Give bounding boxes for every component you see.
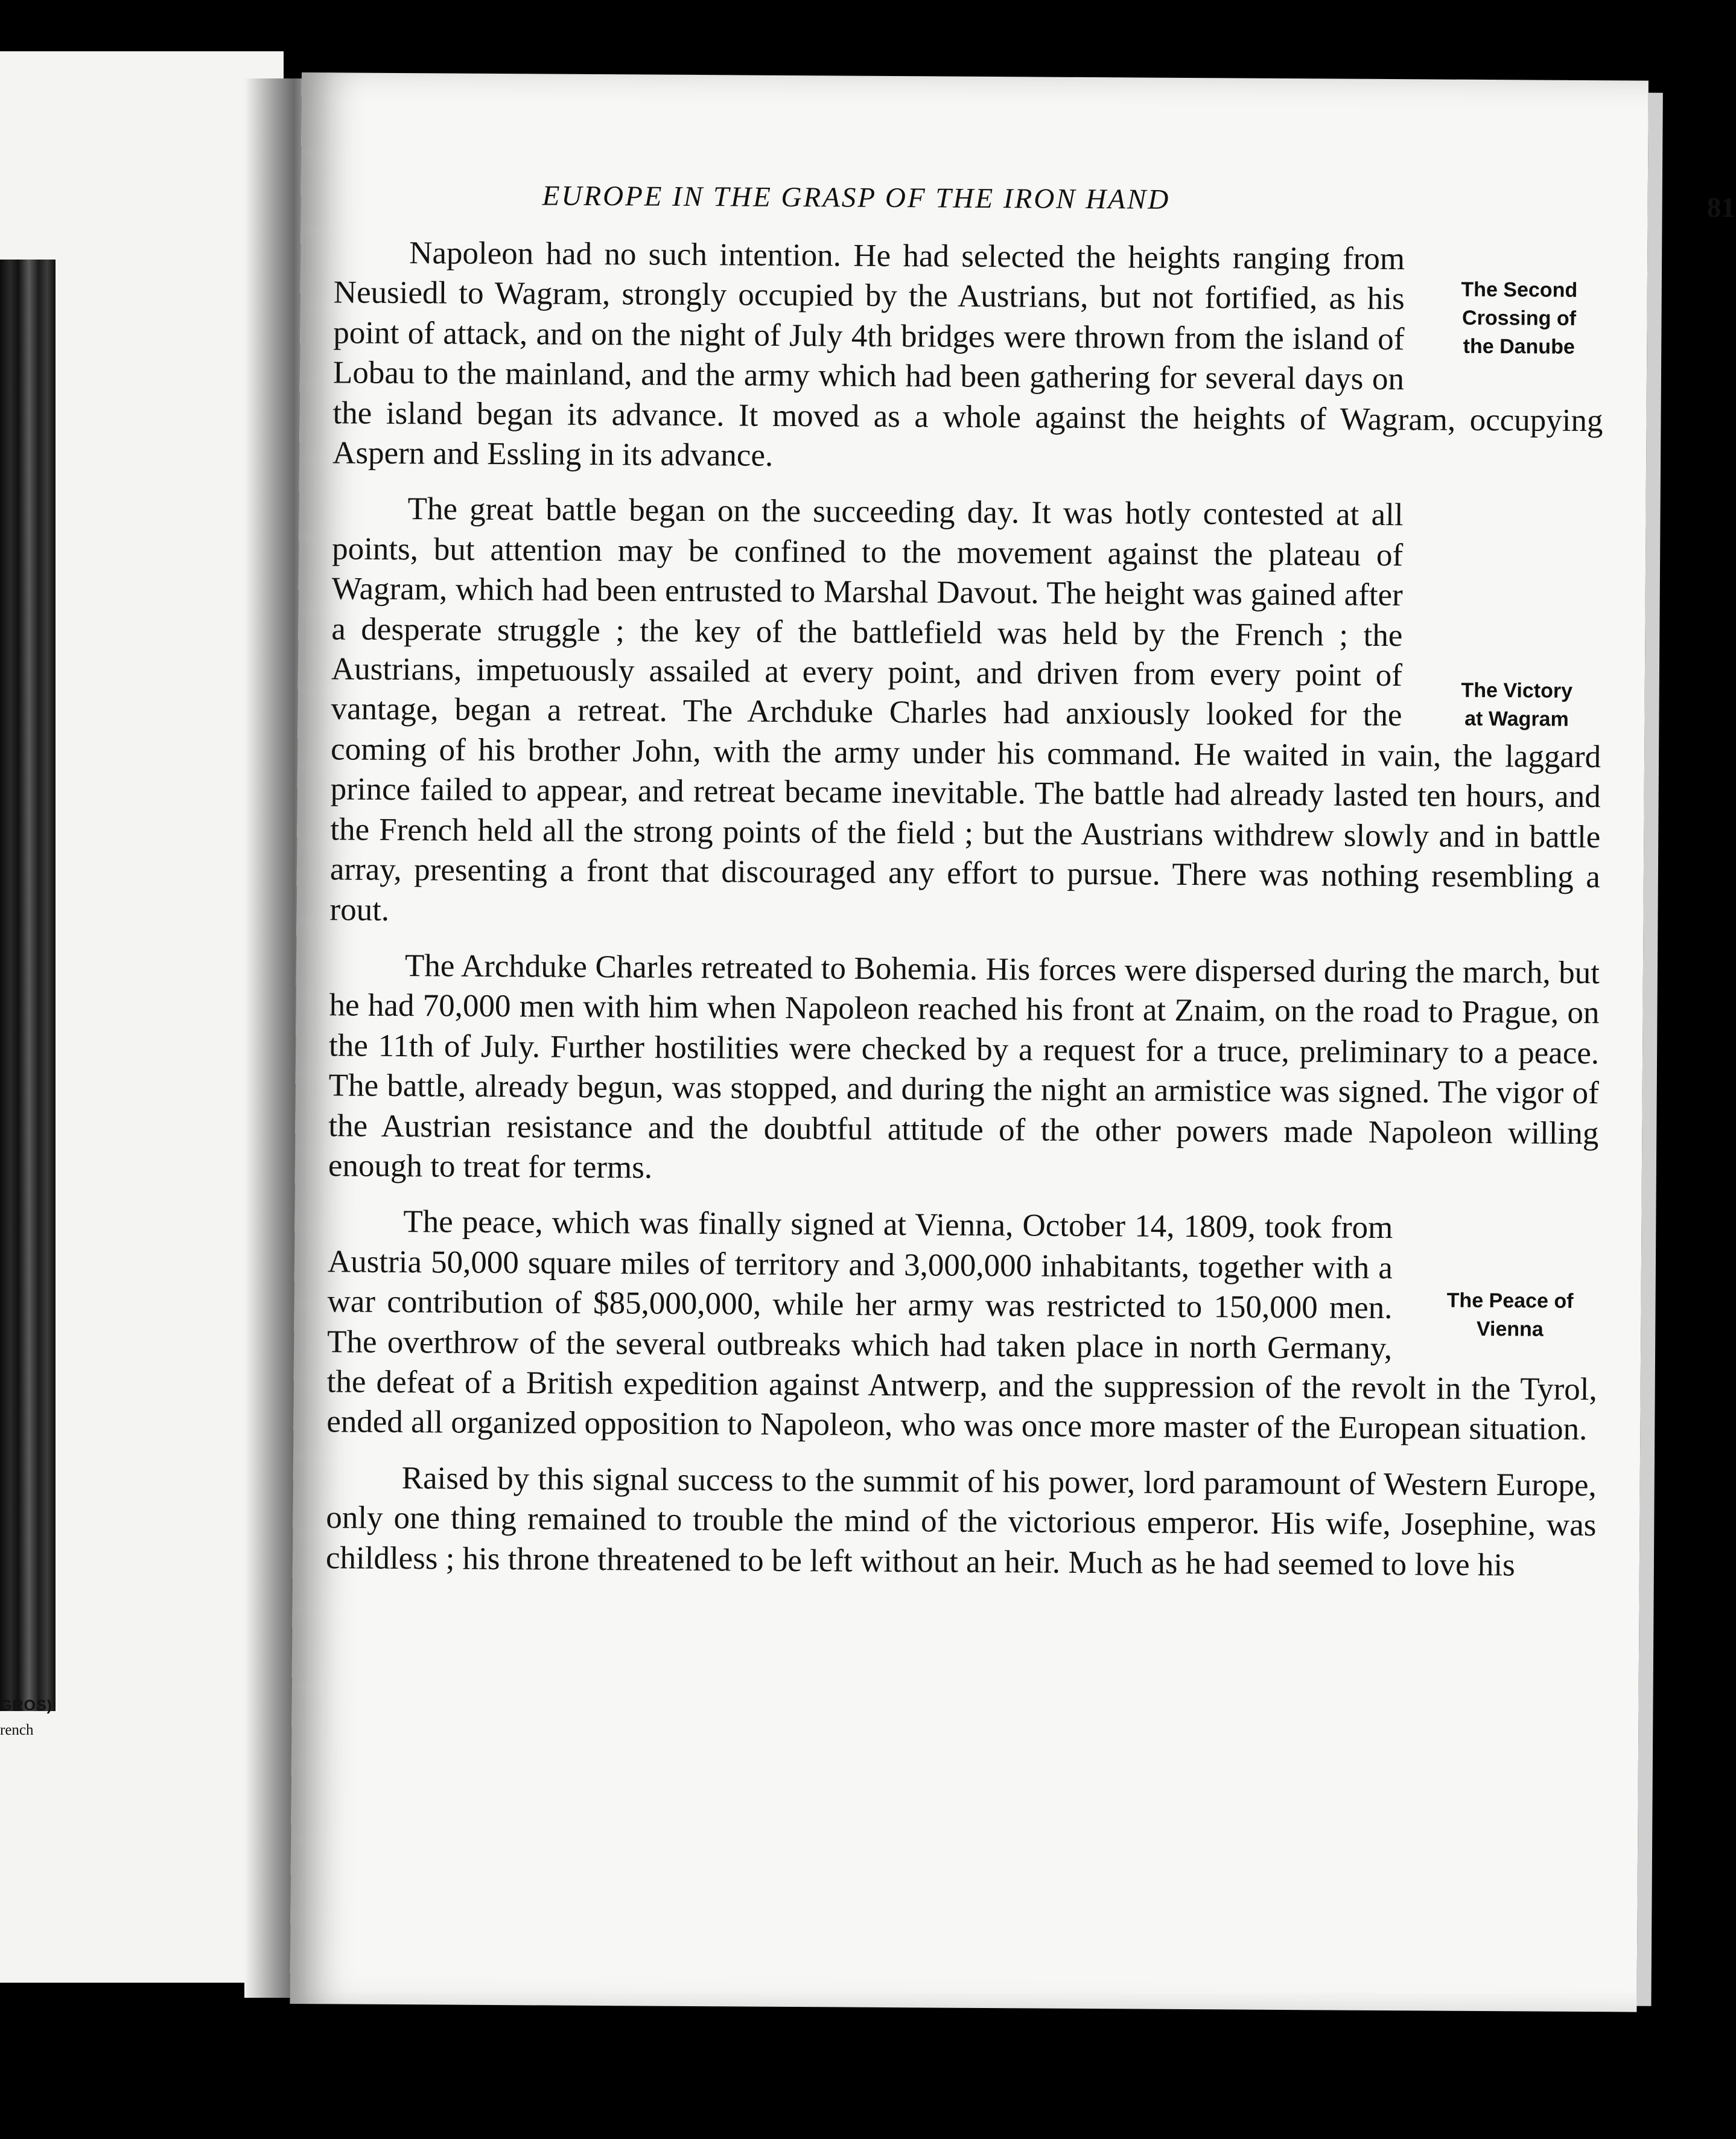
running-title: EUROPE IN THE GRASP OF THE IRON HAND <box>542 180 1171 215</box>
paragraph: The Peace of Vienna The peace, which was finally signed at Vienna, October 14, 1809, took from Austria 50,000 square miles of territory and 3,000,000 inhabitants, together with a war contribution of $85,000,000, while her army was restricted to 150,000 men. The overthrow of the several outbreaks which had taken place in north Germany, the defeat of a British expedition against Antwerp, and the suppression of the revolt in the Tyrol, ended all organized opposition to Napoleon, who was once more master of the European situation. <box>326 1204 1597 1447</box>
page-edge <box>1636 93 1662 2006</box>
left-facing-page <box>0 51 284 1983</box>
sidenote-peace: The Peace of Vienna <box>1446 1289 1574 1341</box>
right-page <box>290 72 1735 2012</box>
paragraph: The Victory at Wagram The great battle began on the succeeding day. It was hotly contested at all points, but attention may be confined to the movement against the plateau of Wagram, which had been entrusted to Marshal Davout. The height was gained after a desperate struggle ; the key of the battlefield was held by the French ; the Austrians, impetuously assailed at every point, and driven from every point of vantage, began a retreat. The Archduke Charles had anxiously looked for the coming of his brother John, with the army under his command. He waited in vain, the laggard prince failed to appear, and retreat became inevitable. The battle had already lasted ten hours, and the French held all the strong points of the field ; but the Austrians withdrew slowly and in battle array, presenting a front that discouraged any effort to pursue. There was nothing resembling a rout. <box>329 491 1601 928</box>
body-text <box>326 232 1604 1586</box>
paragraph: The Archduke Charles retreated to Bohemia. His forces were dispersed during the march, but he had 70,000 men with him when Napoleon reached his front at Znaim, on the road to Prague, on the 11th of July. Further hostilities were checked by a request for a truce, preliminary to a peace. The battle, already begun, was stopped, and during the night an armistice was signed. The vigor of the Austrian resistance and the doubtful attitude of the other powers made Napoleon willing enough to treat for terms. <box>328 948 1600 1185</box>
plate-caption-line-1: GROS) <box>0 1697 52 1714</box>
sidenote-victory: The Victory at Wagram <box>1461 679 1573 732</box>
paragraph: The Second Crossing of the Danube Napoleon had no such intention. He had selected the heights ranging from Neusiedl to Wagram, strongly occupied by the Austrians, but not fortified, as his point of attack, and on the night of July 4th bridges were thrown from the island of Lobau to the mainland, and the army which had been gathering for several days on the island began its advance. It moved as a whole against the heights of Wagram, occupying Aspern and Essling in its advance. <box>332 235 1603 473</box>
paragraph: Raised by this signal success to the summit of his power, lord paramount of Western Europe, only one thing remained to trouble the mind of the victorious emperor. His wife, Josephine, was childless ; his throne threatened to be left without an heir. Much as he had seemed to love his <box>325 1460 1597 1583</box>
sidenote-second-crossing: The Second Crossing of the Danube <box>1461 278 1578 359</box>
illustration-plate <box>0 260 56 1711</box>
plate-caption-line-2: rench <box>0 1722 34 1738</box>
running-head <box>542 179 1735 224</box>
page-number: 81 <box>1706 192 1735 224</box>
